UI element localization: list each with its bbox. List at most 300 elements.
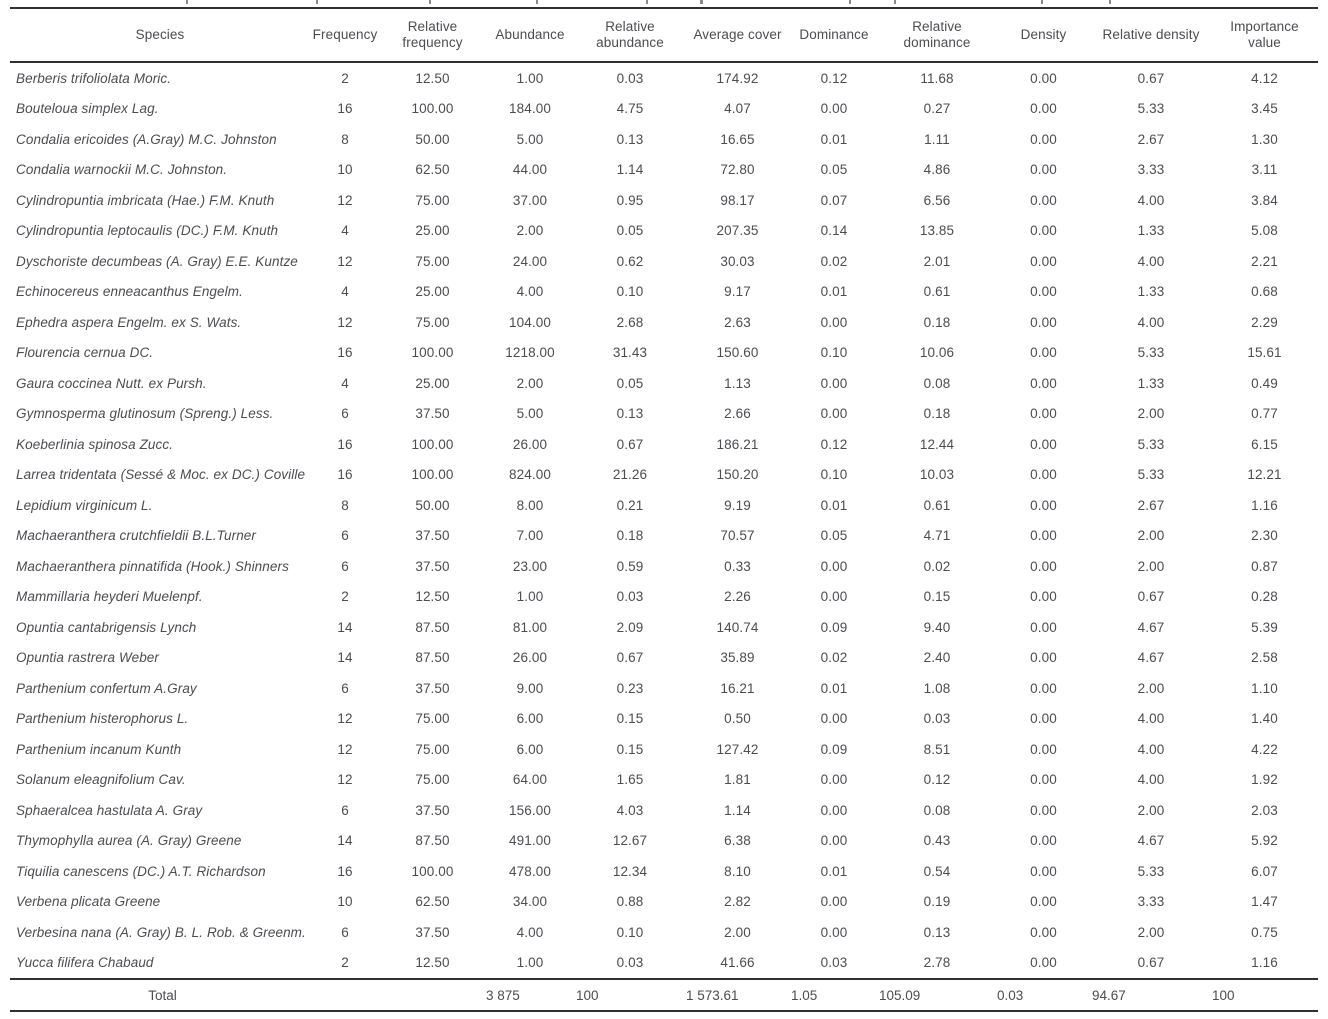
value-cell: 0.00 [1030,192,1057,208]
value-cell: 70.57 [720,528,755,544]
value-cell: 0.00 [820,924,848,940]
species-cell: Opuntia cantabrigensis Lynch [16,619,197,635]
value-cell: 2.01 [923,253,951,269]
species-cell: Mammillaria heyderi Muelenpf. [16,589,203,605]
value-cell: 0.00 [1030,253,1057,269]
value-cell: 2.29 [1251,314,1278,330]
species-cell: Parthenium incanum Kunth [16,741,182,757]
value-cell: 3.84 [1251,192,1278,208]
column-header-dominance: Dominance [790,8,878,62]
value-cell: 0.68 [1251,284,1278,300]
value-cell: 4.86 [923,162,951,178]
value-cell: 0.07 [820,192,848,208]
value-cell: 2 [341,589,349,605]
value-cell: 0.62 [616,253,644,269]
value-cell: 0.00 [1030,833,1057,849]
value-cell: 478.00 [509,863,551,879]
value-cell: 0.03 [820,955,848,971]
value-cell: 24.00 [512,253,548,269]
total-relative-dominance: 105.09 [878,979,996,1011]
value-cell: 11.68 [920,70,954,86]
value-cell: 12 [337,192,353,208]
value-cell: 8.10 [724,863,751,879]
table-row [10,856,1318,887]
value-cell: 37.00 [512,192,548,208]
value-cell: 6.07 [1251,863,1278,879]
value-cell: 0.18 [616,528,644,544]
value-cell: 0.01 [820,497,848,513]
value-cell: 2.00 [516,223,544,239]
total-label: Total [10,979,310,1011]
value-cell: 12.50 [415,955,450,971]
value-cell: 4.67 [1137,833,1165,849]
value-cell: 31.43 [612,345,648,361]
value-cell: 0.50 [724,711,751,727]
caption-remnant [0,0,1328,6]
value-cell: 4.67 [1137,650,1165,666]
value-cell: 0.00 [820,406,848,422]
value-cell: 0.03 [616,589,644,605]
value-cell: 8 [341,497,349,513]
value-cell: 37.50 [415,802,450,818]
value-cell: 2.00 [1137,680,1165,696]
value-cell: 0.33 [724,558,751,574]
value-cell: 0.01 [820,131,848,147]
value-cell: 0.00 [1030,589,1057,605]
value-cell: 75.00 [415,711,450,727]
value-cell: 7.00 [516,528,544,544]
value-cell: 0.00 [820,802,848,818]
value-cell: 2.66 [724,406,751,422]
value-cell: 150.20 [716,467,759,483]
value-cell: 2.82 [724,894,751,910]
value-cell: 6.00 [516,741,544,757]
column-header-relative-abundance: Relative abundance [575,8,685,62]
value-cell: 0.08 [923,375,951,391]
value-cell: 9.40 [923,619,951,635]
column-header-relative-density: Relative density [1091,8,1211,62]
value-cell: 0.02 [820,253,848,269]
value-cell: 50.00 [415,131,450,147]
value-cell: 1.33 [1137,284,1165,300]
value-cell: 9.19 [724,497,751,513]
value-cell: 4.00 [1137,711,1165,727]
column-header-importance-value: Importance value [1211,8,1318,62]
value-cell: 6 [341,528,349,544]
table-row [10,765,1318,796]
value-cell: 0.00 [820,101,848,117]
value-cell: 8.00 [516,497,544,513]
value-cell: 2.58 [1251,650,1278,666]
column-header-species: Species [10,8,310,62]
species-cell: Opuntia rastrera Weber [16,650,160,666]
value-cell: 0.15 [616,711,644,727]
total-frequency [310,979,380,1011]
value-cell: 4.22 [1251,741,1278,757]
species-cell: Verbena plicata Greene [16,894,161,910]
value-cell: 0.10 [820,467,848,483]
value-cell: 0.23 [616,680,644,696]
value-cell: 4.71 [923,528,951,544]
table-row [10,124,1318,155]
table-row [10,643,1318,674]
value-cell: 37.50 [415,406,450,422]
value-cell: 0.27 [923,101,951,117]
value-cell: 0.00 [1030,924,1057,940]
value-cell: 0.14 [820,223,848,239]
value-cell: 6.15 [1251,436,1278,452]
value-cell: 1.00 [516,589,544,605]
value-cell: 1.10 [1251,680,1278,696]
table-row [10,948,1318,980]
value-cell: 127.42 [716,741,759,757]
value-cell: 26.00 [512,436,548,452]
value-cell: 2.63 [724,314,751,330]
value-cell: 14 [337,650,353,666]
value-cell: 0.00 [1030,345,1057,361]
value-cell: 41.66 [720,955,755,971]
value-cell: 50.00 [415,497,450,513]
value-cell: 0.02 [923,558,951,574]
value-cell: 10 [337,162,353,178]
column-header-relative-dominance: Relative dominance [878,8,996,62]
value-cell: 0.00 [820,894,848,910]
value-cell: 87.50 [415,650,450,666]
value-cell: 0.08 [923,802,951,818]
value-cell: 1.00 [516,955,544,971]
value-cell: 156.00 [509,802,551,818]
value-cell: 12.34 [612,863,648,879]
total-relative-density: 94.67 [1091,979,1211,1011]
value-cell: 0.15 [923,589,951,605]
value-cell: 0.54 [923,863,951,879]
table-row [10,368,1318,399]
value-cell: 10.03 [919,467,955,483]
table-row [10,551,1318,582]
value-cell: 0.49 [1251,375,1278,391]
value-cell: 16 [337,345,353,361]
value-cell: 0.28 [1251,589,1278,605]
value-cell: 0.61 [923,497,951,513]
value-cell: 0.59 [616,558,644,574]
value-cell: 14 [337,833,353,849]
value-cell: 1.30 [1251,131,1278,147]
value-cell: 0.00 [1030,497,1057,513]
value-cell: 4.12 [1251,70,1278,86]
value-cell: 2.09 [616,619,644,635]
value-cell: 75.00 [415,772,450,788]
value-cell: 75.00 [415,741,450,757]
value-cell: 0.43 [923,833,951,849]
value-cell: 1.81 [724,772,751,788]
value-cell: 10.06 [919,345,955,361]
value-cell: 2.68 [616,314,644,330]
value-cell: 0.00 [1030,162,1057,178]
value-cell: 6 [341,406,349,422]
value-cell: 2.00 [1137,528,1165,544]
value-cell: 87.50 [415,833,450,849]
value-cell: 100.00 [411,101,454,117]
species-cell: Larrea tridentata (Sessé & Moc. ex DC.) Coville [16,467,306,483]
value-cell: 0.67 [616,436,644,452]
value-cell: 0.00 [1030,894,1057,910]
table-body [10,62,1318,979]
value-cell: 87.50 [415,619,450,635]
value-cell: 0.00 [820,375,848,391]
table-row [10,704,1318,735]
table-row [10,887,1318,918]
header-row [10,8,1318,62]
value-cell: 186.21 [716,436,759,452]
value-cell: 16 [337,436,353,452]
value-cell: 5.39 [1251,619,1278,635]
table-row [10,185,1318,216]
value-cell: 8 [341,131,349,147]
table-row [10,155,1318,186]
species-cell: Gaura coccinea Nutt. ex Pursh. [16,375,207,391]
value-cell: 6.38 [724,833,751,849]
value-cell: 0.01 [820,680,848,696]
value-cell: 1.47 [1251,894,1278,910]
value-cell: 0.00 [1030,528,1057,544]
table-row [10,94,1318,125]
species-cell: Gymnosperma glutinosum (Spreng.) Less. [16,406,274,422]
value-cell: 100.00 [411,863,454,879]
value-cell: 1.14 [616,162,644,178]
value-cell: 0.12 [820,70,848,86]
importance-value-table [10,7,1318,1012]
value-cell: 0.00 [1030,650,1057,666]
value-cell: 2.00 [724,924,751,940]
value-cell: 0.00 [1030,467,1057,483]
species-cell: Ephedra aspera Engelm. ex S. Wats. [16,314,242,330]
value-cell: 0.00 [1030,558,1057,574]
value-cell: 100.00 [411,436,454,452]
value-cell: 0.00 [1030,375,1057,391]
value-cell: 2.67 [1137,131,1165,147]
species-cell: Solanum eleagnifolium Cav. [16,772,186,788]
value-cell: 6 [341,924,349,940]
value-cell: 16.21 [720,680,755,696]
value-cell: 13.85 [919,223,955,239]
value-cell: 2.40 [923,650,951,666]
species-cell: Thymophylla aurea (A. Gray) Greene [16,833,242,849]
table-row [10,612,1318,643]
value-cell: 0.00 [1030,711,1057,727]
value-cell: 2 [341,70,349,86]
value-cell: 14 [337,619,353,635]
value-cell: 12.21 [1247,467,1282,483]
value-cell: 4.00 [516,284,544,300]
table-row [10,338,1318,369]
value-cell: 0.00 [1030,619,1057,635]
value-cell: 12 [337,253,353,269]
value-cell: 4.00 [1137,192,1165,208]
value-cell: 75.00 [415,253,450,269]
value-cell: 174.92 [716,70,759,86]
value-cell: 30.03 [720,253,755,269]
value-cell: 4 [341,284,349,300]
value-cell: 6 [341,558,349,574]
value-cell: 0.67 [1137,955,1165,971]
value-cell: 0.75 [1251,924,1278,940]
value-cell: 12 [337,314,353,330]
table-row [10,582,1318,613]
value-cell: 0.13 [616,406,644,422]
total-importance-value: 100 [1211,979,1318,1011]
value-cell: 0.09 [820,741,848,757]
value-cell: 3.33 [1137,162,1165,178]
total-row [10,979,1318,1011]
value-cell: 2.30 [1251,528,1278,544]
value-cell: 0.67 [1137,70,1165,86]
value-cell: 37.50 [415,558,450,574]
value-cell: 2.00 [516,375,544,391]
value-cell: 0.00 [1030,284,1057,300]
value-cell: 64.00 [512,772,548,788]
value-cell: 0.02 [820,650,848,666]
table-row [10,490,1318,521]
table-row [10,521,1318,552]
value-cell: 0.05 [616,375,644,391]
value-cell: 6.00 [516,711,544,727]
value-cell: 0.12 [923,772,951,788]
species-cell: Condalia ericoides (A.Gray) M.C. Johnston [16,131,277,147]
value-cell: 207.35 [716,223,759,239]
value-cell: 34.00 [512,894,548,910]
value-cell: 5.33 [1137,101,1165,117]
species-cell: Parthenium confertum A.Gray [16,680,197,696]
value-cell: 4.03 [616,802,644,818]
table-row [10,460,1318,491]
value-cell: 1.13 [724,375,751,391]
value-cell: 0.03 [616,955,644,971]
value-cell: 10 [337,894,353,910]
value-cell: 0.00 [1030,223,1057,239]
table-row [10,795,1318,826]
species-cell: Tiquilia canescens (DC.) A.T. Richardson [16,863,266,879]
value-cell: 0.95 [616,192,644,208]
value-cell: 5.33 [1137,345,1165,361]
value-cell: 1.00 [516,70,544,86]
value-cell: 0.61 [923,284,951,300]
table-row [10,429,1318,460]
value-cell: 0.00 [1030,406,1057,422]
value-cell: 100.00 [411,467,454,483]
value-cell: 0.18 [923,406,951,422]
value-cell: 0.67 [616,650,644,666]
value-cell: 37.50 [415,924,450,940]
value-cell: 0.00 [820,772,848,788]
value-cell: 5.00 [516,406,544,422]
value-cell: 0.00 [1030,955,1057,971]
value-cell: 25.00 [415,375,450,391]
species-cell: Berberis trifoliolata Moric. [16,70,172,86]
value-cell: 16 [337,863,353,879]
value-cell: 0.09 [820,619,848,635]
value-cell: 0.05 [820,528,848,544]
value-cell: 104.00 [509,314,551,330]
value-cell: 21.26 [612,467,648,483]
value-cell: 0.10 [616,284,644,300]
total-dominance: 1.05 [790,979,878,1011]
value-cell: 5.33 [1137,436,1165,452]
value-cell: 1.16 [1251,497,1278,513]
value-cell: 6 [341,680,349,696]
value-cell: 6 [341,802,349,818]
value-cell: 75.00 [415,192,450,208]
value-cell: 0.00 [1030,70,1057,86]
value-cell: 0.67 [1137,589,1165,605]
value-cell: 4.00 [516,924,544,940]
value-cell: 12.50 [415,589,450,605]
value-cell: 1.92 [1251,772,1278,788]
value-cell: 98.17 [720,192,755,208]
value-cell: 0.15 [616,741,644,757]
table-row [10,277,1318,308]
value-cell: 2.67 [1137,497,1165,513]
value-cell: 4.07 [724,101,751,117]
total-relative-frequency [380,979,485,1011]
table-row [10,917,1318,948]
value-cell: 2.00 [1137,558,1165,574]
column-header-density: Density [996,8,1091,62]
value-cell: 6.56 [923,192,951,208]
value-cell: 12.67 [612,833,648,849]
value-cell: 62.50 [415,894,450,910]
value-cell: 1.33 [1137,223,1165,239]
value-cell: 0.01 [820,863,848,879]
value-cell: 0.13 [923,924,951,940]
value-cell: 0.00 [1030,101,1057,117]
total-abundance: 3 875 [485,979,575,1011]
species-cell: Bouteloua simplex Lag. [16,101,159,117]
value-cell: 9.00 [516,680,544,696]
value-cell: 0.01 [820,284,848,300]
value-cell: 0.00 [1030,680,1057,696]
value-cell: 16.65 [720,131,755,147]
value-cell: 2.26 [724,589,751,605]
value-cell: 0.00 [820,314,848,330]
value-cell: 1.16 [1251,955,1278,971]
value-cell: 0.19 [923,894,951,910]
value-cell: 15.61 [1247,345,1282,361]
value-cell: 3.45 [1251,101,1278,117]
value-cell: 491.00 [509,833,551,849]
value-cell: 12 [337,711,353,727]
species-cell: Flourencia cernua DC. [16,345,154,361]
table-footer [10,979,1318,1011]
value-cell: 0.05 [820,162,848,178]
value-cell: 184.00 [509,101,551,117]
value-cell: 3.11 [1251,162,1278,178]
value-cell: 0.12 [820,436,848,452]
table-row [10,62,1318,94]
value-cell: 4 [341,375,349,391]
value-cell: 2.00 [1137,924,1165,940]
value-cell: 2.21 [1251,253,1278,269]
value-cell: 0.05 [616,223,644,239]
value-cell: 1.11 [924,131,950,147]
value-cell: 0.00 [820,833,848,849]
value-cell: 0.00 [1030,131,1057,147]
value-cell: 0.00 [1030,772,1057,788]
value-cell: 12.44 [919,436,955,452]
table-row [10,673,1318,704]
table-row [10,246,1318,277]
value-cell: 4.00 [1137,741,1165,757]
species-cell: Machaeranthera pinnatifida (Hook.) Shinners [16,558,289,574]
